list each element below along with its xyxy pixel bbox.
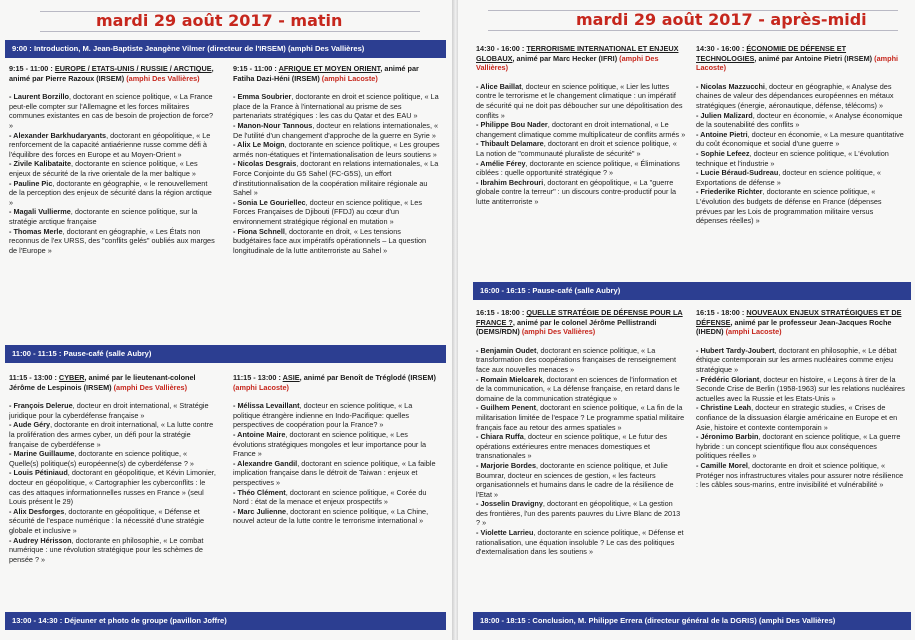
speaker-name: - Antoine Pietri — [696, 129, 748, 139]
speaker-name: - Alix Le Moign — [233, 140, 285, 150]
speaker-item — [233, 430, 441, 459]
speaker-talk: , doctorant en science politique, « La France peut-elle compter sur l'Allemagne et les forces militaires communes existantes en cas de besoin de projection de force? » — [9, 92, 214, 130]
session-topic: EUROPE / ETATS-UNIS / RUSSIE / ARCTIQUE — [54, 64, 212, 73]
speaker-name: - Ibrahim Bechrouri — [476, 177, 544, 187]
speaker-name: - Nicolas Mazzucchi — [696, 81, 765, 91]
room-label: (amphi Lacoste) — [696, 53, 899, 73]
session-topic: TERRORISME INTERNATIONAL ET ENJEUX GLOBAUX — [476, 44, 679, 63]
speaker-item — [696, 168, 906, 187]
speaker-item — [233, 92, 441, 121]
speaker-name: - Louis Pétiniaud — [9, 468, 68, 478]
session-asie — [233, 373, 441, 607]
speaker-talk: , docteur en histoire, « Leçons à tirer de la Seconde Crise de Berlin (1958-1963) sur les relations nucléaires actuelles avec la Russie et les Etats-Unis » — [696, 374, 905, 403]
session-strategie — [476, 308, 686, 608]
speaker-name: - Josselin Dravigny — [476, 499, 543, 509]
speaker-item — [233, 121, 441, 140]
speaker-item — [476, 375, 686, 404]
room-label: (amphi Lacoste) — [233, 382, 289, 392]
speaker-name: - Fiona Schnell — [233, 226, 285, 236]
room-label: (amphi Des Vallières) — [113, 382, 188, 392]
speaker-item — [476, 528, 686, 557]
speaker-name: - Zivile Kalibataite — [9, 159, 72, 169]
speaker-talk: , doctorante en science politique, « Les enjeux de sécurité de la rive orientale de la mer baltique » — [9, 159, 198, 178]
speaker-item — [696, 111, 906, 130]
speaker-item — [9, 131, 217, 160]
session-topic: QUELLE STRATÉGIE DE DÉFENSE POUR LA FRANCE ? — [476, 308, 683, 327]
speaker-talk: , docteur en science politique, « La politique étrangère indienne en Indo-Pacifique: quelles perspectives de coopération pour la France? » — [233, 401, 413, 430]
speaker-talk: , doctorant en science politique, « Les évolutions stratégiques mongoles et leur importance pour la France » — [233, 429, 427, 459]
speaker-name: - Marjorie Bordes — [476, 460, 537, 470]
session-economie — [696, 44, 906, 274]
speaker-name: - Audrey Hérisson — [9, 535, 72, 545]
speaker-talk: , docteur en économie, « Analyse économique de la soutenabilité des conflits » — [696, 110, 903, 130]
room-label: (amphi Des Vallières) — [521, 327, 596, 337]
speaker-talk: , doctorant en science politique, « La faible implication française dans le détroit de Taiwan : enjeux et perspectives » — [233, 458, 436, 487]
speaker-item — [233, 227, 441, 256]
speaker-item — [9, 420, 217, 449]
speaker-talk: , docteur en strategic studies, « Crises de confiance de la dissuasion élargie américaine en Europe et en Asie, histoire et contexte contemporain » — [696, 403, 898, 432]
title-rule — [40, 31, 420, 32]
speaker-name: - Frédéric Gloriant — [696, 374, 760, 384]
speaker-item — [476, 178, 686, 207]
lunch-banner: 13:00 - 14:30 : Déjeuner et photo de groupe (pavillon Joffre) — [5, 612, 446, 630]
session-europe — [9, 64, 217, 334]
speaker-talk: , doctorante en science politique, « Les groupes armés non-étatiques et l'internationalisation de leurs soutiens » — [233, 140, 440, 159]
speaker-item — [476, 432, 686, 461]
speaker-name: - Magali Vullierme — [9, 207, 71, 217]
speaker-item — [233, 401, 441, 430]
intro-banner: 9:00 : Introduction, M. Jean-Baptiste Jeangène Vilmer (directeur de l'IRSEM) (amphi Des Vallières) — [5, 40, 446, 58]
left-page — [0, 0, 452, 640]
session-header: 9:15 - 11:00 : AFRIQUE ET MOYEN ORIENT, animé par Fatiha Dazi-Héni (IRSEM) (amphi Lacoste) — [233, 64, 419, 83]
speaker-name: - Théo Clément — [233, 487, 286, 497]
speaker-talk: , doctorant en science politique, « La transformation des coopérations françaises de renseignement face aux nouvelles menaces » — [476, 345, 676, 374]
speaker-name: - Marine Guillaume — [9, 449, 75, 459]
speaker-talk: , doctorant en relations internationales, « La Force Conjointe du G5 Sahel (FC-G5S), un effort d'institutionnalisation de la coopération militaire régionale au Sahel » — [233, 159, 439, 198]
speaker-item — [233, 140, 441, 159]
session-cyber — [9, 373, 217, 607]
speaker-item — [696, 346, 906, 375]
speaker-name: - Thomas Merle — [9, 226, 63, 236]
speaker-name: - Hubert Tardy-Joubert — [696, 345, 775, 355]
speaker-name: - Jéronimo Barbin — [696, 432, 759, 442]
session-header: 11:15 - 13:00 : CYBER, animé par le lieutenant-colonel Jérôme de Lespinois (IRSEM) (amphi Des Vallières) — [9, 373, 196, 392]
speaker-talk: , doctorante en géographie, « le renouvellement de la perception des enjeux de sécurité dans la région arctique » — [9, 178, 212, 207]
speaker-talk: , doctorant en géopolitique, « Le renforcement de la capacité antiaérienne russe comme défi à l'équilibre des forces en Europe et au Moyen-Orient » — [9, 130, 211, 159]
speaker-name: - Friederike Richter — [696, 187, 763, 197]
speaker-talk: , docteur en science politique, « L'évolution technique et l'industrie » — [696, 148, 889, 168]
speaker-item — [476, 120, 686, 139]
session-header: 14:30 - 16:00 : ÉCONOMIE DE DÉFENSE ET TECHNOLOGIES, animé par Antoine Pietri (IRSEM) (amphi Lacoste) — [696, 44, 899, 73]
speaker-talk: , doctorant en science politique, « La fin de la militarisation limitée de l'espace ? Le programme spatial militaire français face au retour des armes spatiales » — [476, 403, 685, 432]
session-header: 11:15 - 13:00 : ASIE, animé par Benoît de Tréglodé (IRSEM) (amphi Lacoste) — [233, 373, 436, 392]
session-terrorisme — [476, 44, 686, 274]
speaker-item — [476, 346, 686, 375]
speaker-name: - François Delerue — [9, 401, 73, 411]
speaker-name: - Chiara Ruffa — [476, 432, 524, 442]
pause-banner: 11:00 - 11:15 : Pause-café (salle Aubry) — [5, 345, 446, 363]
speaker-name: - Aude Géry — [9, 420, 51, 430]
speaker-name: - Antoine Maire — [233, 429, 286, 439]
speaker-talk: , doctorante en science politique, et Julie Boumrar, docteur en sciences de gestion, « les facteurs organisationnels et humains dans le cadre de la résilience de l'Etat » — [476, 460, 674, 499]
speaker-item — [9, 159, 217, 178]
speaker-item — [696, 82, 906, 111]
speaker-talk: , doctorant en science politique, « Corée du Nord : état de la menace et enjeux prospectifs » — [233, 487, 427, 507]
speaker-name: - Alix Desforges — [9, 506, 65, 516]
speaker-talk: , doctorante en droit international, « La lutte contre la prolifération des armes cyber, un défi pour la stratégie française de cyberdéfense » — [9, 420, 214, 449]
room-label: (amphi Lacoste) — [725, 327, 782, 337]
page-title-afternoon: mardi 29 août 2017 - après-midi — [576, 10, 867, 29]
speaker-name: - Alice Baillat — [476, 81, 522, 91]
title-rule — [488, 30, 898, 31]
session-header: 16:15 - 18:00 : QUELLE STRATÉGIE DE DÉFENSE POUR LA FRANCE ?, animé par le colonel Jérôme Pellistrandi (DEMS/RDN) (amphi Des Vallières) — [476, 308, 683, 337]
speaker-name: - Thibault Delamare — [476, 139, 544, 149]
speaker-talk: , docteur en science politique, « Les Forces Françaises de Djibouti (FFDJ) au cœur d'un environnement stratégique régional en mutation » — [233, 197, 423, 226]
speaker-name: - Amélie Férey — [476, 158, 526, 168]
speaker-name: - Pauline Pic — [9, 178, 53, 188]
session-topic: ASIE — [282, 373, 300, 382]
speaker-talk: , docteur en économie, « La mesure quantitative du coût économique et social d'une guerre » — [696, 129, 904, 149]
speaker-item — [696, 375, 906, 404]
room-label: (amphi Lacoste) — [321, 73, 378, 83]
speaker-talk: , doctorant en sciences de l'information et de la communication, « La défense française, en retard dans le domaine de la communication stratégique » — [476, 374, 680, 403]
speaker-talk: , doctorant en philosophie, « Le débat éthique contemporain sur les armes nucléaires comme enjeu stratégique » — [696, 345, 897, 374]
speaker-talk: , doctorante en droit, « Les tensions budgétaires face aux impératifs opérationnels – La question longitudinale de la lutte antiterroriste au Sahel » — [233, 226, 427, 255]
room-label: (amphi Des Vallières) — [476, 53, 659, 73]
speaker-item — [696, 432, 906, 461]
speaker-item — [9, 449, 217, 468]
session-header: 16:15 - 18:00 : NOUVEAUX ENJEUX STRATÉGIQUES ET DE DÉFENSE, animé par le professeur Jean-Jacques Roche (IHEDN) (amphi Lacoste) — [696, 308, 902, 337]
speaker-item — [476, 499, 686, 528]
speaker-item — [233, 459, 441, 488]
speaker-item — [9, 179, 217, 208]
session-topic: AFRIQUE ET MOYEN ORIENT — [278, 64, 381, 73]
speaker-item — [233, 488, 441, 507]
speaker-item — [9, 507, 217, 536]
speaker-item — [9, 401, 217, 420]
speaker-talk: , doctorant en droit international, « Le changement climatique comme multiplicateur de conflits armés » — [476, 120, 686, 139]
speaker-item — [233, 198, 441, 227]
speaker-item — [9, 536, 217, 565]
speaker-name: - Emma Soubrier — [233, 92, 292, 102]
pause-banner: 16:00 - 16:15 : Pause-café (salle Aubry) — [473, 282, 911, 300]
speaker-talk: , doctorant en géopolitique, « La "guerre globale contre la terreur" : un discours contre-productif pour la lutte antiterroriste » — [476, 177, 677, 206]
speaker-item — [9, 468, 217, 506]
speaker-item — [233, 507, 441, 526]
speaker-talk: , docteur en science politique, « Le futur des opérations extérieures entre menaces domestiques et transnationales » — [476, 432, 668, 461]
speaker-talk: , docteur en science politique, « Lier les luttes contre le terrorisme et le changement climatique : un impératif de sécurité qui ne doit pas déboucher sur une dépolitisation des conflits » — [476, 81, 683, 120]
speaker-item — [9, 227, 217, 256]
speaker-name: - Benjamin Oudet — [476, 345, 537, 355]
speaker-talk: , doctorant en droit et science politique, « La notion de "communauté pluraliste de sécurité" » — [476, 139, 677, 158]
speaker-talk: , doctorante en science politique, « Éliminations ciblées : quelle opportunité stratégique ? » — [476, 158, 680, 178]
speaker-name: - Laurent Borzillo — [9, 92, 69, 102]
speaker-item — [476, 139, 686, 158]
speaker-name: - Sophie Lefeez — [696, 148, 750, 158]
speaker-talk: , docteur en droit international, « Stratégie juridique pour la cyberdéfense française » — [9, 401, 209, 420]
session-topic: CYBER — [58, 373, 85, 382]
speaker-talk: , doctorante en science politique, « Quelle(s) politique(s) européenne(s) de cyberdéfense ? » — [9, 449, 194, 468]
speaker-talk: , doctorant en science politique, « La Chine, nouvel acteur de la lutte contre le terrorisme international » — [233, 506, 429, 526]
speaker-name: - Christine Leah — [696, 403, 752, 413]
speaker-item — [696, 187, 906, 225]
speaker-item — [9, 207, 217, 226]
speaker-item — [696, 149, 906, 168]
speaker-item — [696, 461, 906, 490]
speaker-name: - Philippe Bou Nader — [476, 120, 548, 130]
speaker-item — [476, 159, 686, 178]
speaker-name: - Camille Morel — [696, 460, 748, 470]
speaker-item — [476, 461, 686, 499]
speaker-talk: , docteur en géographie, « Analyse des chaines de valeur des dépendances européennes en métaux stratégiques (énergie, aéronautique, défense, télécoms) » — [696, 81, 894, 110]
session-topic: NOUVEAUX ENJEUX STRATÉGIQUES ET DE DÉFENSE — [696, 308, 902, 327]
speaker-talk: , docteur en science politique, « Exportations de défense » — [696, 168, 881, 187]
speaker-item — [476, 403, 686, 432]
speaker-name: - Lucie Béraud-Sudreau — [696, 168, 779, 178]
session-afrique — [233, 64, 441, 334]
speaker-name: - Julien Malizard — [696, 110, 753, 120]
room-label: (amphi Des Vallières) — [126, 73, 200, 83]
speaker-talk: , doctorante en science politique, « L'évolution des budgets de défense en France (dépenses prévues par les Lois de programmation militaire versus dépenses réelles) » — [696, 187, 882, 226]
speaker-item — [696, 130, 906, 149]
speaker-item — [9, 92, 217, 130]
speaker-name: - Manon-Nour Tannous — [233, 120, 313, 130]
speaker-item — [476, 82, 686, 120]
speaker-talk: , doctorant en science politique, « La guerre hybride : un concept scientifique flou aux conséquences politiques réelles » — [696, 432, 901, 461]
speaker-talk: , doctorante en géopolitique, « Défense et sécurité de l'espace numérique : la nécessité d'une stratégie globale et inclusive » — [9, 506, 205, 535]
speaker-item — [233, 159, 441, 197]
speaker-talk: , doctorante en science politique, sur la stratégie arctique française — [9, 207, 198, 226]
speaker-name: - Alexander Barkhudaryants — [9, 130, 107, 140]
speaker-talk: , doctorant en géopolitique, « La gestion des frontières, l'un des parents pauvres du Livre Blanc de 2013 ? » — [476, 499, 681, 528]
speaker-name: - Romain Mielcarek — [476, 374, 543, 384]
session-header: 14:30 - 16:00 : TERRORISME INTERNATIONAL ET ENJEUX GLOBAUX, animé par Marc Hecker (IFRI) (amphi Des Vallières) — [476, 44, 679, 73]
speaker-name: - Marc Julienne — [233, 506, 287, 516]
speaker-talk: , doctorant en géopolitique, et Kévin Limonier, docteur en géopolitique, « Cartographier les cyberconflits : le cas des attaques informationnelles russes en France » (seul Louis présent le 29) — [9, 468, 216, 507]
session-nouveaux-enjeux — [696, 308, 906, 608]
speaker-talk: , doctorante en philosophie, « Le combat numérique : une révolution stratégique pour les schèmes de pensée ? » — [9, 535, 204, 564]
speaker-name: - Mélissa Levaillant — [233, 401, 300, 411]
speaker-name: - Nicolas Desgrais — [233, 159, 297, 169]
speaker-talk: , doctorante en droit et science politique, « La place de la France à l'international au prisme de ses partenariats stratégiques : les cas du Qatar et des EAU » — [233, 92, 439, 121]
speaker-talk: , doctorante en science politique, « Défense et rationalisation, une équation insoluble ? Le cas des politiques d'externalisation dans les soutiens » — [476, 528, 684, 557]
session-header: 9:15 - 11:00 : EUROPE / ETATS-UNIS / RUSSIE / ARCTIQUE, animé par Pierre Razoux (IRSEM) (amphi Des Vallières) — [9, 64, 214, 83]
speaker-talk: , doctorant en géographie, « Les États non reconnus de l'ex URSS, des "conflits gelés" oubliés aux marges de l'Europe » — [9, 226, 215, 255]
conclusion-banner: 18:00 - 18:15 : Conclusion, M. Philippe Errera (directeur général de la DGRIS) (amphi Des Vallières) — [473, 612, 911, 630]
speaker-talk: , doctorante en droit et science politique, « Protéger nos infrastructures vitales pour assurer notre résilience : les câbles sous-marins, entre invisibilité et vulnérabilité » — [696, 460, 904, 490]
speaker-talk: , docteur en relations internationales, « De l'utilité d'un changement d'approche de la guerre en Syrie » — [233, 120, 439, 140]
speaker-name: - Violette Larrieu — [476, 528, 534, 538]
speaker-item — [696, 403, 906, 432]
speaker-name: - Sonia Le Gouriellec — [233, 197, 306, 207]
speaker-name: - Guilhem Penent — [476, 403, 537, 413]
session-topic: ÉCONOMIE DE DÉFENSE ET TECHNOLOGIES — [696, 44, 847, 63]
right-page — [458, 0, 915, 640]
speaker-name: - Alexandre Gandil — [233, 458, 298, 468]
page-title-morning: mardi 29 août 2017 - matin — [96, 11, 343, 30]
